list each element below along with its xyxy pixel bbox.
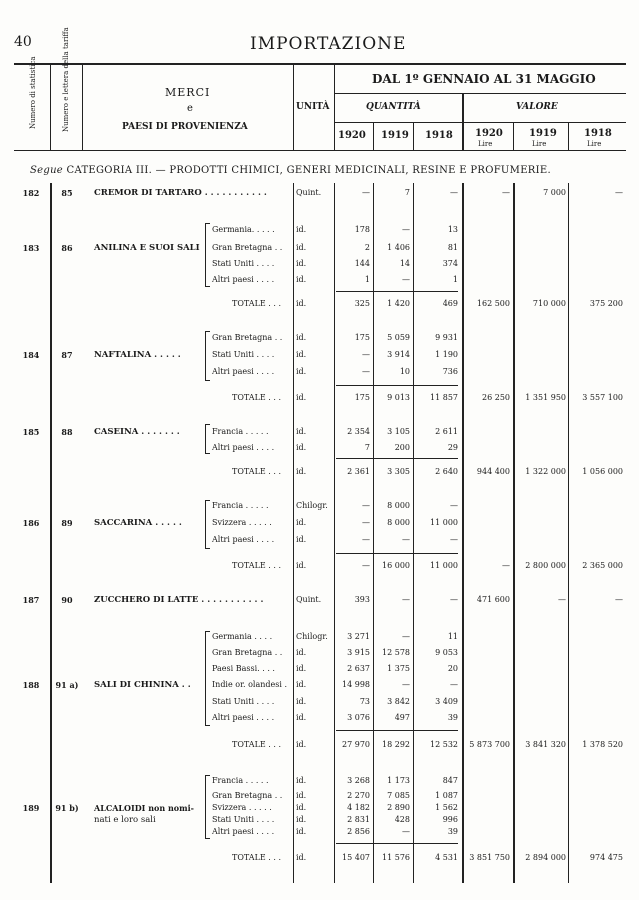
hdr-sep	[293, 65, 294, 150]
cell-q19: 497	[394, 713, 410, 722]
cell-unit: id.	[296, 803, 307, 812]
cell-v19: 3 841 320	[525, 740, 566, 749]
brace	[205, 631, 210, 726]
cell-q20: 393	[354, 595, 370, 604]
cell-tar: 85	[61, 188, 73, 198]
cell-q20: 4 182	[347, 803, 370, 812]
cell-unit: id.	[296, 648, 307, 657]
cell-q20: —	[362, 350, 370, 359]
cell-unit: id.	[296, 467, 307, 476]
cell-q18: 11 000	[430, 561, 458, 570]
cell-unit: id.	[296, 776, 307, 785]
cell-stat: 183	[22, 243, 40, 253]
header-qty-value-rule	[334, 122, 626, 123]
cell-q18: —	[450, 595, 458, 604]
cell-paese: Gran Bretagna . .	[212, 333, 283, 342]
cell-unit: id.	[296, 535, 307, 544]
cell-unit: id.	[296, 350, 307, 359]
cell-tar: 87	[61, 350, 73, 360]
cell-q18: 13	[447, 225, 458, 234]
cell-q18: 736	[442, 367, 458, 376]
cell-v18: 974 475	[589, 853, 623, 862]
cell-paese: Svizzera . . . . .	[212, 803, 272, 812]
cell-q19: 428	[394, 815, 410, 824]
cell-paese: Altri paesi . . . .	[212, 443, 275, 452]
cell-q19: 1 406	[387, 243, 410, 252]
body-rule	[413, 183, 414, 883]
cell-tar: 91 b)	[55, 803, 79, 813]
cell-q20: 7	[364, 443, 370, 452]
cell-paese: TOTALE . . .	[232, 393, 281, 402]
cell-paese: Stati Uniti . . . .	[212, 815, 275, 824]
total-rule	[336, 291, 458, 292]
category-text: III. — PRODOTTI CHIMICI, GENERI MEDICINALI, RESINE E PROFUMERIE.	[135, 165, 551, 176]
cell-q18: —	[450, 680, 458, 689]
cell-unit: id.	[296, 443, 307, 452]
lire-1919: Lire	[532, 140, 547, 148]
cell-q19: —	[402, 225, 410, 234]
cell-unit: id.	[296, 427, 307, 436]
cell-q18: 847	[442, 776, 458, 785]
cell-q18: 1	[452, 275, 458, 284]
cell-v20: 3 851 750	[469, 853, 510, 862]
cell-q18: 12 532	[430, 740, 458, 749]
brace	[205, 424, 210, 454]
year-q-1919: 1919	[381, 130, 409, 141]
cell-v19: 2 894 000	[525, 853, 566, 862]
cell-q20: 2 361	[347, 467, 370, 476]
cell-v18: 2 365 000	[582, 561, 623, 570]
cell-q19: 11 576	[382, 853, 410, 862]
lire-1920: Lire	[478, 140, 493, 148]
cell-v20: 471 600	[476, 595, 510, 604]
cell-paese: Germania . . . .	[212, 632, 273, 641]
hdr-sep	[82, 65, 83, 150]
cell-q19: 3 105	[387, 427, 410, 436]
cell-q20: 144	[354, 259, 370, 268]
header-period: DAL 1º GENNAIO AL 31 MAGGIO	[372, 72, 596, 86]
cell-q19: 3 305	[387, 467, 410, 476]
page-title: IMPORTAZIONE	[250, 34, 407, 54]
header-merci: MERCI	[165, 86, 211, 99]
cell-merce: CASEINA . . . . . . .	[94, 427, 180, 437]
cell-q18: 2 640	[435, 467, 458, 476]
cell-paese: Paesi Bassi. . . .	[212, 664, 275, 673]
header-bottom-rule	[14, 150, 626, 151]
cell-q19: 1 420	[387, 299, 410, 308]
body-rule	[50, 183, 52, 883]
cell-q20: 73	[359, 697, 370, 706]
cell-q19: 10	[399, 367, 410, 376]
cell-q19: 5 059	[387, 333, 410, 342]
lire-1918: Lire	[587, 140, 602, 148]
cell-paese: TOTALE . . .	[232, 740, 281, 749]
cell-q18: 374	[442, 259, 458, 268]
cell-paese: Francia . . . . .	[212, 501, 269, 510]
year-v-1919: 1919	[529, 128, 557, 139]
cell-q20: 2 637	[347, 664, 370, 673]
cell-paese: Stati Uniti . . . .	[212, 350, 275, 359]
cell-unit: id.	[296, 225, 307, 234]
cell-q19: 8 000	[387, 501, 410, 510]
cell-paese: Svizzera . . . . .	[212, 518, 272, 527]
cell-q19: 9 013	[387, 393, 410, 402]
cell-unit: Chilogr.	[296, 632, 328, 641]
cell-paese: Altri paesi . . . .	[212, 367, 275, 376]
cell-paese: Gran Bretagna . .	[212, 243, 283, 252]
category-prefix: Segue	[30, 165, 64, 176]
cell-q18: 3 409	[435, 697, 458, 706]
header-valore: VALORE	[516, 102, 558, 112]
page-number: 40	[14, 34, 32, 50]
cell-stat: 185	[22, 427, 40, 437]
cell-v18: 1 378 520	[582, 740, 623, 749]
cell-v19: 7 000	[543, 188, 566, 197]
cell-merce: NAFTALINA . . . . .	[94, 350, 181, 360]
cell-merce: ZUCCHERO DI LATTE . . . . . . . . . . .	[94, 595, 264, 605]
cell-q19: —	[402, 680, 410, 689]
cell-q19: 1 375	[387, 664, 410, 673]
cell-unit: id.	[296, 561, 307, 570]
cell-v18: 375 200	[589, 299, 623, 308]
cell-q20: 175	[354, 333, 370, 342]
cell-paese: TOTALE . . .	[232, 299, 281, 308]
cell-q20: —	[362, 535, 370, 544]
cell-q20: 3 271	[347, 632, 370, 641]
cell-paese: Stati Uniti . . . .	[212, 259, 275, 268]
cell-v20: 162 500	[476, 299, 510, 308]
cell-v20: 26 250	[482, 393, 510, 402]
year-q-1918: 1918	[425, 130, 453, 141]
header-unita: UNITÀ	[296, 102, 330, 112]
cell-merce: ANILINA E SUOI SALI	[94, 243, 200, 253]
body-rule	[568, 183, 569, 883]
cell-q19: 2 890	[387, 803, 410, 812]
cell-q18: 11	[447, 632, 458, 641]
cell-q18: 11 857	[430, 393, 458, 402]
cell-q18: 9 931	[435, 333, 458, 342]
year-q-1920: 1920	[338, 130, 366, 141]
col-numero-tariffa: Numero e lettera della tariffa	[62, 27, 70, 132]
hdr-sep	[513, 122, 514, 150]
cell-stat: 189	[22, 803, 40, 813]
total-rule	[336, 458, 458, 459]
cell-stat: 182	[22, 188, 40, 198]
cell-paese: Altri paesi . . . .	[212, 535, 275, 544]
hdr-sep	[50, 65, 51, 150]
cell-unit: id.	[296, 518, 307, 527]
cell-unit: id.	[296, 393, 307, 402]
total-rule	[336, 843, 458, 844]
cell-q19: 12 578	[382, 648, 410, 657]
header-paesi: PAESI DI PROVENIENZA	[122, 122, 248, 132]
cell-unit: Quint.	[296, 595, 322, 604]
cell-v20: —	[502, 188, 510, 197]
cell-q20: 2 856	[347, 827, 370, 836]
header-period-rule	[334, 93, 626, 94]
hdr-sep	[462, 94, 464, 150]
cell-unit: id.	[296, 664, 307, 673]
cell-q18: 1 562	[435, 803, 458, 812]
cell-q19: —	[402, 535, 410, 544]
cell-q20: 2 354	[347, 427, 370, 436]
cell-q18: 11 000	[430, 518, 458, 527]
cell-paese: Germania. . . . .	[212, 225, 275, 234]
cell-q20: —	[362, 501, 370, 510]
cell-unit: id.	[296, 853, 307, 862]
cell-v18: 1 056 000	[582, 467, 623, 476]
hdr-sep	[334, 65, 335, 150]
cell-q18: 39	[447, 827, 458, 836]
brace	[205, 223, 210, 287]
total-rule	[336, 730, 458, 731]
cell-q20: 325	[354, 299, 370, 308]
cell-q19: 3 914	[387, 350, 410, 359]
cell-q20: 178	[354, 225, 370, 234]
cell-merce: SALI DI CHININA . .	[94, 680, 191, 690]
cell-unit: id.	[296, 827, 307, 836]
body-rule	[513, 183, 515, 883]
cell-unit: id.	[296, 680, 307, 689]
cell-v19: 2 800 000	[525, 561, 566, 570]
cell-tar: 91 a)	[55, 680, 79, 690]
cell-v18: 3 557 100	[582, 393, 623, 402]
cell-q18: —	[450, 501, 458, 510]
cell-paese: Altri paesi . . . .	[212, 827, 275, 836]
cell-stat: 187	[22, 595, 40, 605]
cell-tar: 89	[61, 518, 73, 528]
cell-unit: id.	[296, 333, 307, 342]
cell-q19: —	[402, 275, 410, 284]
cell-paese: Gran Bretagna . .	[212, 648, 283, 657]
category-line	[30, 165, 551, 176]
cell-q20: 2 270	[347, 791, 370, 800]
cell-q18: 1 087	[435, 791, 458, 800]
cell-merce: SACCARINA . . . . .	[94, 518, 182, 528]
cell-q19: 16 000	[382, 561, 410, 570]
hdr-sep	[413, 122, 414, 150]
body-rule	[373, 183, 374, 883]
cell-q19: 1 173	[387, 776, 410, 785]
brace	[205, 775, 210, 839]
cell-q19: —	[402, 827, 410, 836]
cell-q18: 9 053	[435, 648, 458, 657]
cell-q18: 1 190	[435, 350, 458, 359]
cell-q19: 7 085	[387, 791, 410, 800]
cell-q20: 3 076	[347, 713, 370, 722]
cell-q20: —	[362, 188, 370, 197]
header-top-rule	[14, 63, 626, 65]
cell-q18: —	[450, 188, 458, 197]
cell-q20: 2 831	[347, 815, 370, 824]
cell-paese: TOTALE . . .	[232, 467, 281, 476]
cell-q19: 3 842	[387, 697, 410, 706]
cell-q19: 7	[404, 188, 410, 197]
cell-v19: 1 322 000	[525, 467, 566, 476]
cell-q20: 3 915	[347, 648, 370, 657]
cell-q20: 3 268	[347, 776, 370, 785]
body-rule	[334, 183, 335, 883]
cell-stat: 184	[22, 350, 40, 360]
hdr-sep	[568, 122, 569, 150]
cell-paese: Francia . . . . .	[212, 776, 269, 785]
cell-q18: 29	[447, 443, 458, 452]
cell-q18: —	[450, 535, 458, 544]
cell-q20: —	[362, 367, 370, 376]
cell-unit: Chilogr.	[296, 501, 328, 510]
body-rule	[462, 183, 464, 883]
cell-paese: Gran Bretagna . .	[212, 791, 283, 800]
cell-unit: id.	[296, 243, 307, 252]
cell-q18: 20	[447, 664, 458, 673]
cell-q19: —	[402, 595, 410, 604]
cell-unit: id.	[296, 299, 307, 308]
year-v-1918: 1918	[584, 128, 612, 139]
cell-unit: id.	[296, 740, 307, 749]
cell-unit: Quint.	[296, 188, 322, 197]
brace	[205, 500, 210, 549]
cell-q19: 18 292	[382, 740, 410, 749]
cell-q19: 8 000	[387, 518, 410, 527]
cell-v19: 710 000	[532, 299, 566, 308]
cell-paese: Indie or. olandesi .	[212, 680, 288, 689]
cell-tar: 86	[61, 243, 73, 253]
cell-unit: id.	[296, 697, 307, 706]
cell-q18: 81	[447, 243, 458, 252]
total-rule	[336, 385, 458, 386]
cell-merce: CREMOR DI TARTARO . . . . . . . . . . .	[94, 188, 267, 198]
cell-paese: Altri paesi . . . .	[212, 275, 275, 284]
cell-v20: 5 873 700	[469, 740, 510, 749]
cell-unit: id.	[296, 275, 307, 284]
total-rule	[336, 553, 458, 554]
category-label: CATEGORIA	[66, 165, 133, 176]
cell-v20: —	[502, 561, 510, 570]
cell-q20: —	[362, 561, 370, 570]
cell-q20: 15 407	[342, 853, 370, 862]
cell-paese: Altri paesi . . . .	[212, 713, 275, 722]
cell-q18: 996	[442, 815, 458, 824]
cell-q20: 14 998	[342, 680, 370, 689]
cell-paese: Francia . . . . .	[212, 427, 269, 436]
cell-merce: ALCALOIDI non nomi-	[94, 803, 194, 813]
cell-q18: 39	[447, 713, 458, 722]
cell-q20: 1	[364, 275, 370, 284]
cell-q19: 200	[394, 443, 410, 452]
cell-v19: 1 351 950	[525, 393, 566, 402]
cell-merce: nati e loro sali	[94, 815, 156, 825]
cell-stat: 188	[22, 680, 40, 690]
cell-q18: 2 611	[435, 427, 458, 436]
cell-v18: —	[615, 595, 623, 604]
cell-q18: 4 531	[435, 853, 458, 862]
cell-q18: 469	[442, 299, 458, 308]
col-numero-statistica: Numero di statistica	[29, 56, 37, 129]
cell-v19: —	[558, 595, 566, 604]
cell-unit: id.	[296, 259, 307, 268]
header-e: e	[187, 103, 193, 114]
cell-paese: Stati Uniti . . . .	[212, 697, 275, 706]
cell-paese: TOTALE . . .	[232, 853, 281, 862]
hdr-sep	[373, 122, 374, 150]
cell-q19: —	[402, 632, 410, 641]
cell-q20: —	[362, 518, 370, 527]
year-v-1920: 1920	[475, 128, 503, 139]
cell-paese: TOTALE . . .	[232, 561, 281, 570]
cell-unit: id.	[296, 367, 307, 376]
cell-unit: id.	[296, 791, 307, 800]
cell-q20: 27 970	[342, 740, 370, 749]
cell-q20: 2	[364, 243, 370, 252]
cell-v18: —	[615, 188, 623, 197]
cell-tar: 90	[61, 595, 73, 605]
header-quantita: QUANTITÀ	[366, 102, 421, 112]
body-rule	[293, 183, 294, 883]
cell-stat: 186	[22, 518, 40, 528]
cell-unit: id.	[296, 815, 307, 824]
cell-unit: id.	[296, 713, 307, 722]
cell-v20: 944 400	[476, 467, 510, 476]
cell-q20: 175	[354, 393, 370, 402]
brace	[205, 331, 210, 381]
cell-tar: 88	[61, 427, 73, 437]
cell-q19: 14	[399, 259, 410, 268]
